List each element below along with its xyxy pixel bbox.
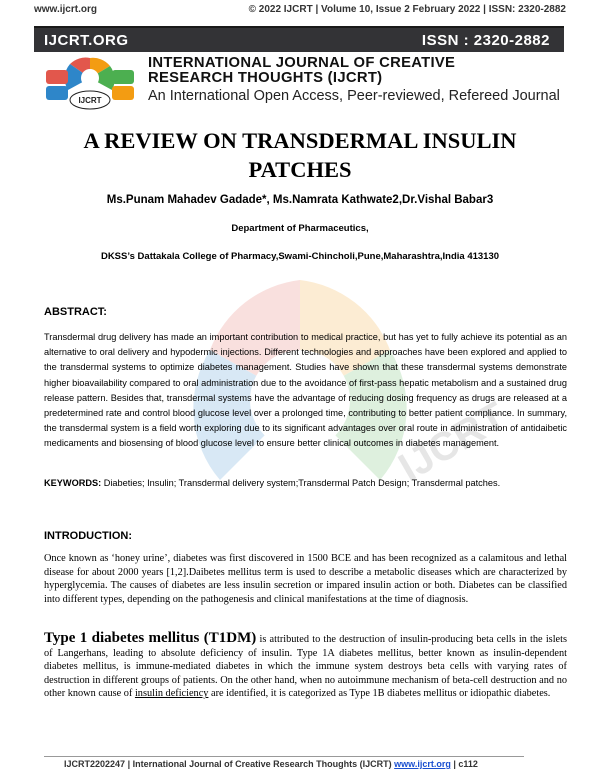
abstract-body: Transdermal drug delivery has made an important contribution to medical practice, but has yet to fully achieve its potential as an alternative to oral delivery and hypodermic injections. Different technologies and approaches have been explored and applied to the transdermal systems to optimize diabetes management. Studies have shown that these transdermal systems demonstrate higher bioavailability compared to oral administration due to the avoidance of first-pass hepatic metabolism and a sustained drug release pattern. Besides that, transdermal systems have the advantage of reducing dosing frequency as drugs are released at a predetermined rate and control blood glucose level over a prolonged time, contributing to better patient compliance. In summary, the transdermal system is a field worth exploring due to its significant advantages over oral route in administration of antidaibetic medicaments and biosensing of blood glucose level to ensure better clinical outcomes in diabetes management. bbox=[44, 332, 567, 449]
type1-text-a: is attributed to the destruction of insulin-producing beta cells in the islets of Langerhans, leading to absolute deficiency of insulin. Type 1A diabetes mellitus, better known as insulin-dependent diabetes mellitus, is immune-mediated diabetes in which the immune system destroys beta cells with varying rates of destruction in different groups of patients. On the other hand, when no autoimmune mechanism of beta-cell destruction and no other known cause of bbox=[44, 634, 567, 700]
paper-department: Department of Pharmaceutics, bbox=[231, 223, 369, 234]
footer-text bbox=[64, 759, 478, 769]
journal-name-line1: INTERNATIONAL JOURNAL OF CREATIVE bbox=[148, 55, 456, 71]
keywords-text: Diabeties; Insulin; Transdermal delivery system;Transdermal Patch Design; Transdermal patches. bbox=[101, 478, 501, 488]
footer-url[interactable]: www.ijcrt.org bbox=[394, 759, 451, 769]
abstract-heading: ABSTRACT: bbox=[44, 306, 107, 318]
footer-page: c112 bbox=[458, 759, 478, 769]
watermark-text: IJCRT bbox=[391, 394, 514, 491]
banner-site: IJCRT.ORG bbox=[44, 32, 129, 49]
type1-paragraph bbox=[44, 632, 567, 701]
journal-tagline: An International Open Access, Peer-reviewed, Refereed Journal bbox=[148, 88, 560, 104]
insulin-deficiency-link[interactable]: insulin deficiency bbox=[134, 688, 209, 700]
paper-title: A REVIEW ON TRANSDERMAL INSULIN PATCHES bbox=[83, 128, 517, 182]
footer-id: IJCRT2202247 bbox=[64, 759, 126, 769]
masthead bbox=[148, 56, 568, 105]
site-url[interactable]: www.ijcrt.org bbox=[34, 4, 97, 15]
logo-text: IJCRT bbox=[78, 96, 102, 105]
introduction-heading: INTRODUCTION: bbox=[44, 530, 132, 542]
paper-authors: Ms.Punam Mahadev Gadade*, Ms.Namrata Kathwate2,Dr.Vishal Babar3 bbox=[106, 194, 494, 206]
footer-rule bbox=[44, 756, 524, 757]
introduction-paragraph: Once known as ‘honey urine’, diabetes was first discovered in 1500 BCE and has been recognized as a calamitous and lethal disease for about 2000 years [1,2].Daibetes mellitus term is used to describe a metabolic diseases which are characterized by hyperglycemia. The causes of diabetes are less insulin secretion or impared insulin action or both. Diabetes can be classified into different types, depending on the pathogenesis and clinical manifestations at the time of diagnosis. bbox=[44, 553, 567, 605]
page-footer bbox=[44, 756, 574, 772]
citation-info: © 2022 IJCRT | Volume 10, Issue 2 February 2022 | ISSN: 2320-2882 bbox=[248, 4, 566, 15]
keywords bbox=[44, 478, 567, 488]
footer-journal: International Journal of Creative Research Thoughts (IJCRT) bbox=[132, 759, 392, 769]
footer-sep-2: | bbox=[453, 759, 459, 769]
journal-banner bbox=[34, 26, 564, 52]
journal-name-line2: RESEARCH THOUGHTS (IJCRT) bbox=[148, 70, 383, 86]
footer-sep-1: | bbox=[127, 759, 133, 769]
banner-issn: ISSN : 2320-2882 bbox=[421, 32, 550, 49]
type1-text-b: are identified, it is categorized as Type 1B diabetes mellitus or idiopathic diabetes. bbox=[208, 688, 551, 700]
paper-affiliation: DKSS’s Dattakala College of Pharmacy,Swami-Chincholi,Pune,Maharashtra,India 413130 bbox=[100, 251, 500, 262]
type1-heading: Type 1 diabetes mellitus (T1DM) bbox=[44, 630, 257, 646]
keywords-label: KEYWORDS: bbox=[44, 478, 102, 488]
running-header bbox=[34, 4, 566, 18]
journal-logo bbox=[42, 56, 138, 112]
